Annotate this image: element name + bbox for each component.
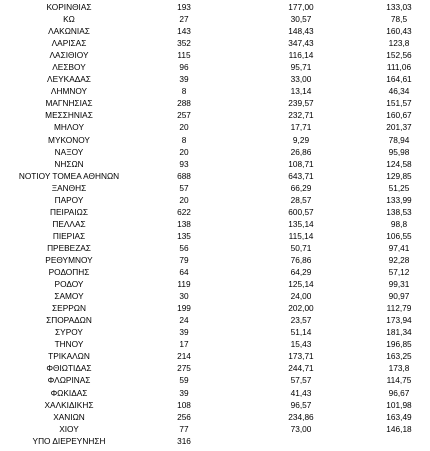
average-value-cell: 125,14 [288,279,314,290]
case-count-cell: 39 [179,387,189,398]
table-row [0,182,430,194]
case-count-cell: 108 [177,399,191,410]
table-row [0,146,430,158]
average-value-cell: 202,00 [288,303,314,314]
region-name-cell: ΣΠΟΡΑΔΩΝ [46,315,92,326]
table-row [0,254,430,266]
region-name-cell: ΠΡΕΒΕΖΑΣ [47,242,91,253]
data-table [0,1,430,447]
table-row [0,278,430,290]
rate-value-cell: 99,31 [388,279,410,290]
table-row [0,194,430,206]
average-value-cell: 26,86 [290,146,312,157]
rate-value-cell: 111,06 [386,62,412,73]
region-name-cell: ΛΑΡΙΣΑΣ [51,38,87,49]
table-row [0,399,430,411]
table-row [0,374,430,386]
average-value-cell: 50,71 [290,242,312,253]
rate-value-cell: 106,55 [386,230,412,241]
case-count-cell: 96 [179,62,189,73]
region-name-cell: ΡΟΔΟΠΗΣ [48,267,90,278]
region-name-cell: ΡΟΔΟΥ [54,279,84,290]
rate-value-cell: 46,34 [388,86,410,97]
region-name-cell: ΛΑΣΙΘΙΟΥ [49,50,89,61]
table-row [0,1,430,13]
average-value-cell: 173,71 [288,351,314,362]
case-count-cell: 56 [179,242,189,253]
average-value-cell: 9,29 [292,134,310,145]
case-count-cell: 199 [177,303,191,314]
average-value-cell: 73,00 [290,423,312,434]
average-value-cell: 64,29 [290,267,312,278]
table-row [0,25,430,37]
case-count-cell: 688 [177,170,191,181]
region-name-cell: ΤΗΝΟΥ [54,339,84,350]
case-count-cell: 622 [177,206,191,217]
table-row [0,314,430,326]
case-count-cell: 17 [179,339,189,350]
region-name-cell: ΝΗΣΩΝ [54,158,84,169]
table-row [0,242,430,254]
average-value-cell: 239,57 [288,98,314,109]
rate-value-cell: 152,56 [386,50,412,61]
rate-value-cell: 112,79 [386,303,412,314]
region-name-cell: ΚΟΡΙΝΘΙΑΣ [46,2,92,12]
case-count-cell: 79 [179,254,189,265]
table-row [0,121,430,133]
region-name-cell: ΦΛΩΡΙΝΑΣ [47,375,91,386]
table-row [0,266,430,278]
region-name-cell: ΣΑΜΟΥ [54,291,84,302]
case-count-cell: 20 [179,146,189,157]
table-row [0,109,430,121]
table-row [0,206,430,218]
average-value-cell: 96,57 [290,399,312,410]
table-row [0,170,430,182]
average-value-cell: 115,14 [288,230,314,241]
table-row [0,435,430,447]
rate-value-cell: 90,97 [388,291,410,302]
rate-value-cell: 78,94 [388,134,410,145]
case-count-cell: 27 [179,14,189,25]
rate-value-cell: 151,57 [386,98,412,109]
table-row [0,37,430,49]
average-value-cell: 23,57 [290,315,312,326]
rate-value-cell: 160,67 [386,110,412,121]
region-name-cell: ΥΠΟ ΔΙΕΡΕΥΝΗΣΗ [32,435,106,446]
average-value-cell: 15,43 [290,339,312,350]
table-row [0,158,430,170]
rate-value-cell: 133,99 [386,194,412,205]
table-row [0,290,430,302]
table-row [0,85,430,97]
region-name-cell: ΛΑΚΩΝΙΑΣ [48,26,90,37]
rate-value-cell: 57,12 [388,267,410,278]
case-count-cell: 93 [179,158,189,169]
region-name-cell: ΣΕΡΡΩΝ [52,303,86,314]
rate-value-cell: 133,03 [386,2,412,12]
table-row [0,13,430,25]
table-row [0,338,430,350]
case-count-cell: 138 [177,218,191,229]
table-row [0,61,430,73]
case-count-cell: 135 [177,230,191,241]
case-count-cell: 39 [179,327,189,338]
region-name-cell: ΜΕΣΣΗΝΙΑΣ [45,110,93,121]
region-name-cell: ΞΑΝΘΗΣ [51,182,87,193]
average-value-cell: 116,14 [288,50,314,61]
region-name-cell: ΛΕΥΚΑΔΑΣ [47,74,91,85]
rate-value-cell: 124,58 [386,158,412,169]
case-count-cell: 143 [177,26,191,37]
region-name-cell: ΧΑΛΚΙΔΙΚΗΣ [44,399,94,410]
table-row [0,387,430,399]
average-value-cell: 244,71 [288,363,314,374]
rate-value-cell: 173,8 [388,363,410,374]
average-value-cell: 41,43 [290,387,312,398]
case-count-cell: 316 [177,435,191,446]
region-name-cell: ΜΗΛΟΥ [54,122,84,133]
table-row [0,302,430,314]
rate-value-cell: 164,61 [386,74,412,85]
table-row [0,326,430,338]
rate-value-cell: 123,8 [388,38,410,49]
table-row [0,218,430,230]
rate-value-cell: 101,98 [386,399,412,410]
average-value-cell: 51,14 [290,327,312,338]
region-name-cell: ΠΕΛΛΑΣ [52,218,86,229]
case-count-cell: 59 [179,375,189,386]
average-value-cell: 57,57 [290,375,312,386]
region-name-cell: ΛΗΜΝΟΥ [50,86,88,97]
region-name-cell: ΣΥΡΟΥ [55,327,83,338]
case-count-cell: 257 [177,110,191,121]
case-count-cell: 214 [177,351,191,362]
rate-value-cell: 138,53 [386,206,412,217]
table-row [0,73,430,85]
region-name-cell: ΚΩ [63,14,75,25]
rate-value-cell: 98,8 [390,218,408,229]
average-value-cell: 600,57 [288,206,314,217]
table-row [0,134,430,146]
case-count-cell: 256 [177,411,191,422]
average-value-cell: 347,43 [288,38,314,49]
rate-value-cell: 201,37 [386,122,412,133]
average-value-cell: 30,57 [290,14,312,25]
region-name-cell: ΦΘΙΩΤΙΔΑΣ [46,363,92,374]
rate-value-cell: 96,67 [388,387,410,398]
table-row [0,97,430,109]
region-name-cell: ΛΕΣΒΟΥ [52,62,86,73]
region-name-cell: ΝΑΞΟΥ [54,146,84,157]
rate-value-cell: 129,85 [386,170,412,181]
region-name-cell: ΦΩΚΙΔΑΣ [50,387,88,398]
region-name-cell: ΧΙΟΥ [59,423,79,434]
case-count-cell: 193 [177,2,191,12]
average-value-cell: 24,00 [290,291,312,302]
rate-value-cell: 114,75 [386,375,412,386]
region-name-cell: ΠΕΙΡΑΙΩΣ [50,206,88,217]
region-name-cell: ΝΟΤΙΟΥ ΤΟΜΕΑ ΑΘΗΝΩΝ [18,170,120,181]
region-name-cell: ΧΑΝΙΩΝ [53,411,85,422]
average-value-cell: 76,86 [290,254,312,265]
case-count-cell: 24 [179,315,189,326]
average-value-cell: 95,71 [290,62,312,73]
average-value-cell: 33,00 [290,74,312,85]
case-count-cell: 39 [179,74,189,85]
table-row [0,49,430,61]
rate-value-cell: 181,34 [386,327,412,338]
rate-value-cell: 163,25 [386,351,412,362]
rate-value-cell: 196,85 [386,339,412,350]
region-name-cell: ΤΡΙΚΑΛΩΝ [48,351,90,362]
case-count-cell: 20 [179,194,189,205]
region-name-cell: ΠΑΡΟΥ [54,194,84,205]
rate-value-cell: 160,43 [386,26,412,37]
case-count-cell: 64 [179,267,189,278]
rate-value-cell: 95,98 [388,146,410,157]
rate-value-cell: 51,25 [388,182,410,193]
case-count-cell: 8 [181,134,187,145]
table-row [0,411,430,423]
average-value-cell: 232,71 [288,110,314,121]
average-value-cell: 135,14 [288,218,314,229]
average-value-cell: 13,14 [290,86,312,97]
region-name-cell: ΜΥΚΟΝΟΥ [48,134,90,145]
rate-value-cell: 146,18 [386,423,412,434]
table-row [0,423,430,435]
case-count-cell: 288 [177,98,191,109]
table-row [0,230,430,242]
average-value-cell: 17,71 [290,122,312,133]
case-count-cell: 275 [177,363,191,374]
rate-value-cell: 97,41 [388,242,410,253]
average-value-cell: 234,86 [288,411,314,422]
average-value-cell: 28,57 [290,194,312,205]
case-count-cell: 115 [177,50,191,61]
region-name-cell: ΡΕΘΥΜΝΟΥ [45,254,93,265]
average-value-cell: 108,71 [288,158,314,169]
average-value-cell: 177,00 [288,2,314,12]
table-row [0,362,430,374]
average-value-cell: 148,43 [288,26,314,37]
rate-value-cell: 78,5 [390,14,408,25]
average-value-cell: 643,71 [288,170,314,181]
case-count-cell: 77 [179,423,189,434]
case-count-cell: 30 [179,291,189,302]
table-row [0,350,430,362]
rate-value-cell: 92,28 [388,254,410,265]
case-count-cell: 119 [177,279,191,290]
rate-value-cell: 173,94 [386,315,412,326]
rate-value-cell: 163,49 [386,411,412,422]
case-count-cell: 8 [181,86,187,97]
region-name-cell: ΠΙΕΡΙΑΣ [52,230,86,241]
case-count-cell: 20 [179,122,189,133]
case-count-cell: 352 [177,38,191,49]
region-name-cell: ΜΑΓΝΗΣΙΑΣ [45,98,93,109]
average-value-cell: 66,29 [290,182,312,193]
case-count-cell: 57 [179,182,189,193]
